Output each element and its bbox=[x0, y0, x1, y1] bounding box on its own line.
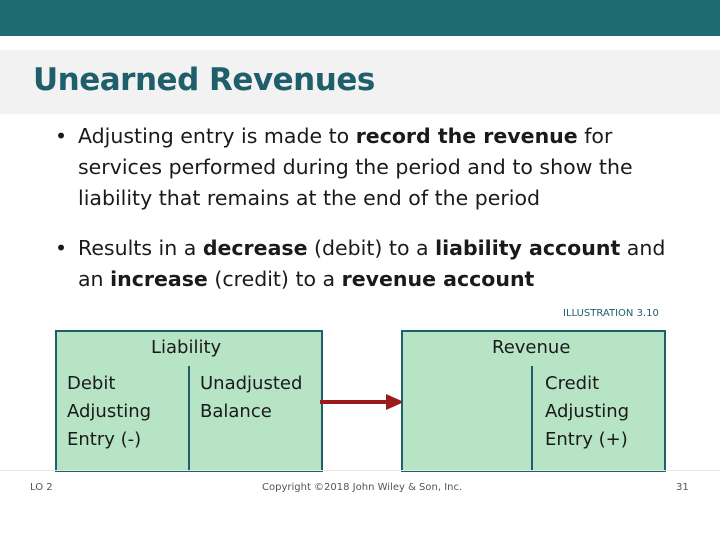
footer-page-number: 31 bbox=[676, 482, 689, 493]
bullet-dot: • bbox=[55, 236, 68, 260]
slide-title: Unearned Revenues bbox=[33, 62, 375, 98]
bullet-2-run: and an bbox=[78, 236, 666, 291]
revenue-t-divider bbox=[531, 366, 533, 472]
bullet-2-run: (debit) to a bbox=[307, 236, 436, 260]
bullet-1-run: record the revenue bbox=[355, 124, 578, 148]
arrow-right-icon bbox=[320, 391, 406, 413]
liability-account-name: Liability bbox=[151, 337, 222, 358]
liability-t-divider bbox=[188, 366, 190, 472]
top-banner bbox=[0, 0, 720, 36]
bullet-dot: • bbox=[55, 124, 68, 148]
bullet-2-run: liability account bbox=[435, 236, 621, 260]
illustration-label: ILLUSTRATION 3.10 bbox=[563, 308, 659, 319]
bullet-2-run: decrease bbox=[202, 236, 308, 260]
revenue-account-name: Revenue bbox=[492, 337, 571, 358]
bullet-1-text bbox=[78, 121, 678, 214]
bullet-2-text bbox=[78, 233, 678, 295]
bullet-2-run: Results in a bbox=[78, 236, 203, 260]
bullet-1-run: Adjusting entry is made to bbox=[78, 124, 356, 148]
bullet-1-run: for services performed during the period and to show the liability that remains at the end of the period bbox=[78, 124, 633, 210]
revenue-credit-text: Credit Adjusting Entry (+) bbox=[545, 373, 630, 450]
liability-credit-text: Unadjusted Balance bbox=[200, 373, 303, 422]
footer-copyright: Copyright ©2018 John Wiley & Son, Inc. bbox=[262, 482, 463, 493]
bullet-2-run: revenue account bbox=[341, 267, 535, 291]
bullet-2-run: increase bbox=[110, 267, 208, 291]
liability-debit-text: Debit Adjusting Entry (-) bbox=[67, 373, 152, 450]
footer-learning-objective: LO 2 bbox=[30, 482, 53, 493]
bullet-2-run: (credit) to a bbox=[207, 267, 342, 291]
footer-divider bbox=[0, 470, 720, 471]
